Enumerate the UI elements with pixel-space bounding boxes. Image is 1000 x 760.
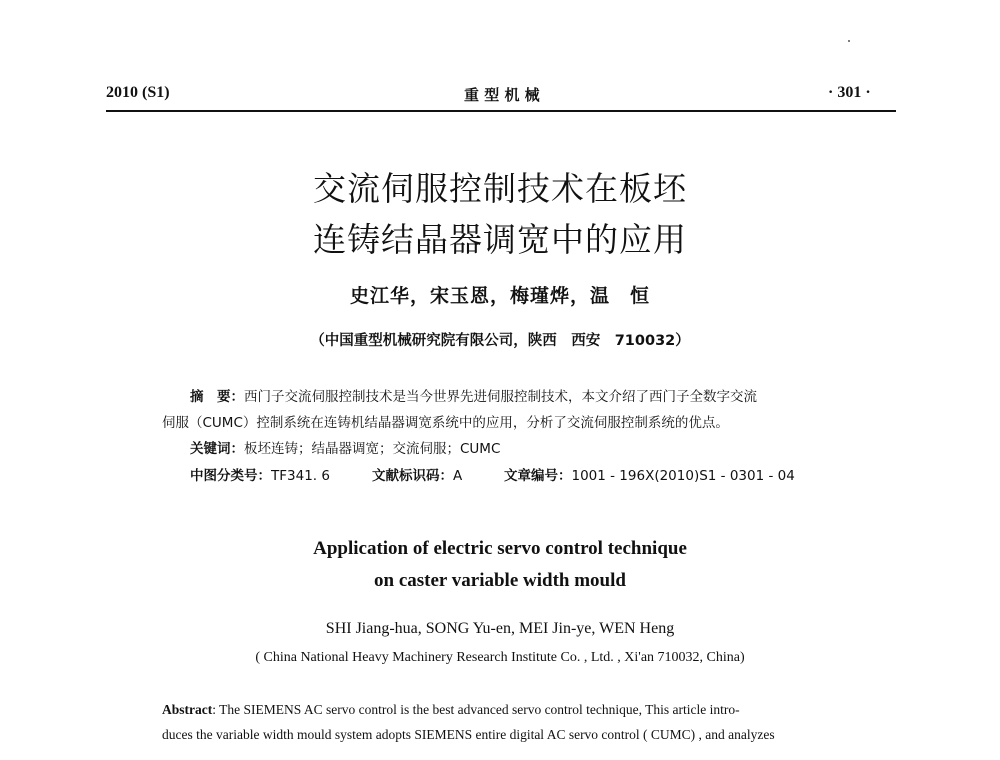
doc-code-label: 文献标识码： xyxy=(372,468,453,484)
article-number-value: 1001 - 196X(2010)S1 - 0301 - 04 xyxy=(571,468,795,484)
classification-line xyxy=(190,464,330,484)
abstract-cn-line1 xyxy=(190,385,757,405)
authors-en: SHI Jiang-hua, SONG Yu-en, MEI Jin-ye, WEN Heng xyxy=(325,620,675,637)
abstract-cn-label: 摘 要： xyxy=(190,389,244,405)
keywords-cn xyxy=(190,437,500,457)
authors-cn: 史江华，宋玉恩，梅瑾烨，温 恒 xyxy=(349,285,650,307)
abstract-en-text1: : The SIEMENS AC servo control is the best advanced servo control technique, This article intro- xyxy=(212,702,740,717)
clc-label: 中图分类号： xyxy=(190,468,271,484)
title-en-line2: on caster variable width mould xyxy=(374,570,626,591)
scan-speck xyxy=(848,40,850,42)
abstract-cn-line2: 伺服（CUMC）控制系统在连铸机结晶器调宽系统中的应用，分析了交流伺服控制系统的优点。 xyxy=(162,415,729,431)
header-journal-name: 重 型 机 械 xyxy=(464,86,540,104)
abstract-en-label: Abstract xyxy=(162,702,213,717)
doc-code-value: A xyxy=(453,468,463,484)
keywords-cn-label: 关键词： xyxy=(190,441,244,457)
abstract-en-line1 xyxy=(162,702,740,718)
abstract-en-line2: duces the variable width mould system adopts SIEMENS entire digital AC servo control ( CUMC) , and analyzes xyxy=(162,727,775,742)
abstract-cn-text1: 西门子交流伺服控制技术是当今世界先进伺服控制技术，本文介绍了西门子全数字交流 xyxy=(244,389,757,405)
header-page-number: · 301 · xyxy=(828,84,871,101)
article-number-label: 文章编号： xyxy=(504,468,572,484)
title-cn-line1: 交流伺服控制技术在板坯 xyxy=(313,169,687,208)
keywords-cn-text: 板坯连铸；结晶器调宽；交流伺服；CUMC xyxy=(244,441,501,457)
clc-value: TF341. 6 xyxy=(271,468,330,484)
doc-code xyxy=(372,464,462,484)
affiliation-en: ( China National Heavy Machinery Research Institute Co. , Ltd. , Xi'an 710032, China) xyxy=(255,650,745,665)
affiliation-cn: （中国重型机械研究院有限公司，陕西 西安 710032） xyxy=(310,333,690,349)
article-number xyxy=(504,464,795,484)
header-rule xyxy=(106,110,896,112)
title-cn-line2: 连铸结晶器调宽中的应用 xyxy=(313,220,687,259)
title-en-line1: Application of electric servo control technique xyxy=(313,538,687,559)
header-issue: 2010 (S1) xyxy=(106,84,170,101)
